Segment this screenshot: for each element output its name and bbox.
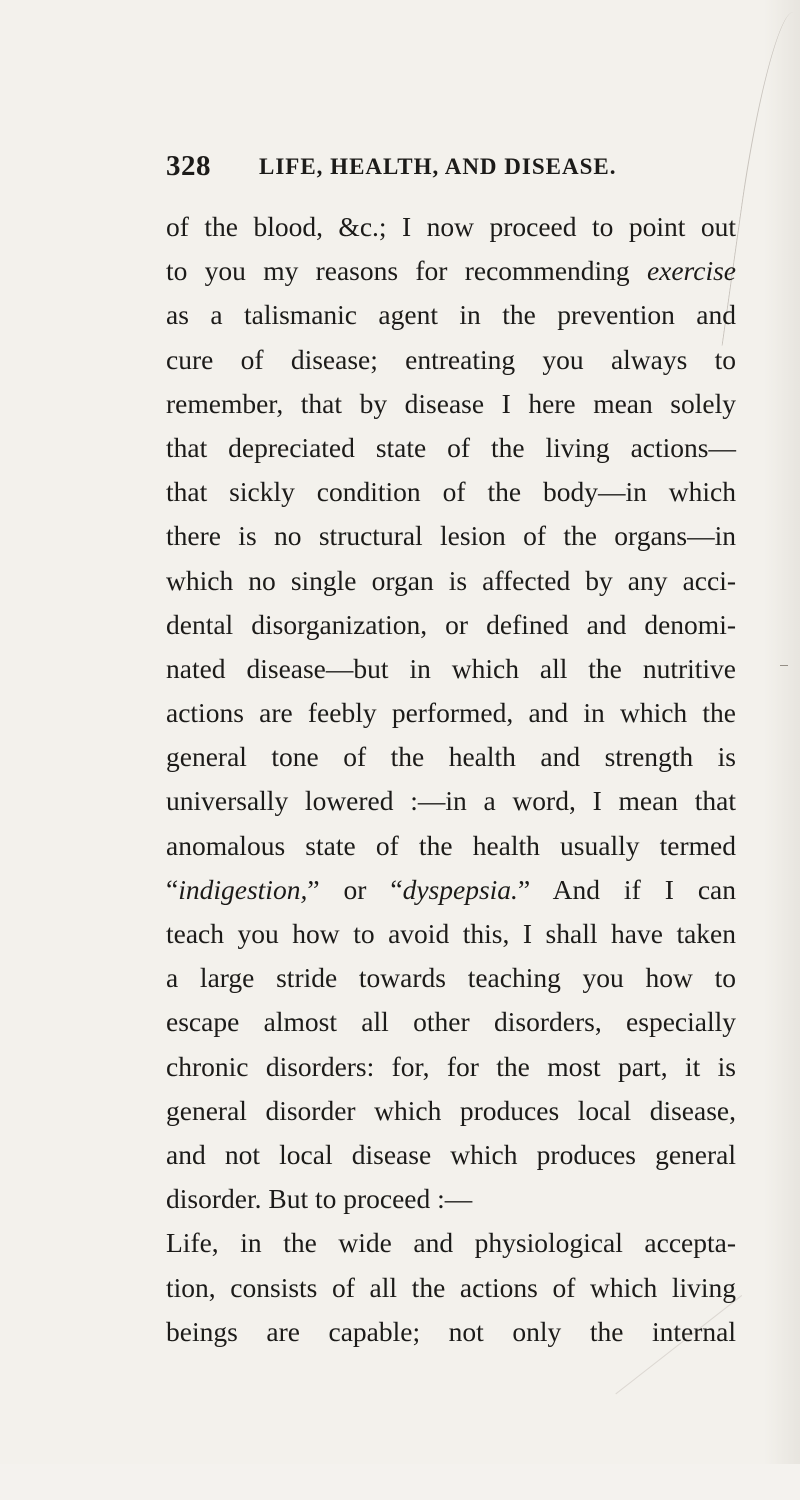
- text-segment: ” or “: [307, 873, 403, 905]
- emphasis-indigestion: indigestion,: [178, 873, 308, 905]
- text-line: general disorder which produces local disease,: [166, 1094, 736, 1126]
- text-line: actions are feebly performed, and in which the: [166, 697, 736, 729]
- text-line: a large stride towards teaching you how to: [166, 962, 736, 994]
- text-line: [166, 249, 736, 293]
- text-line: disorder. But to proceed :—: [166, 1183, 473, 1215]
- emphasis-dyspepsia: dyspepsia.: [402, 873, 518, 905]
- text-line: teach you how to avoid this, I shall have taken: [166, 918, 736, 949]
- text-line: dental disorganization, or defined and denomi-: [166, 608, 736, 640]
- margin-tick: [780, 665, 788, 666]
- text-line: Life, in the wide and physiological accepta-: [166, 1227, 736, 1259]
- text-line: universally lowered :—in a word, I mean that: [166, 785, 736, 817]
- text-segment: “: [166, 873, 179, 905]
- text-line: nated disease—but in which all the nutritive: [166, 652, 736, 684]
- emphasis-exercise: exercise: [646, 255, 736, 287]
- text-line: remember, that by disease I here mean solely: [166, 387, 736, 419]
- text-line: beings are capable; not only the internal: [166, 1315, 736, 1347]
- text-line: cure of disease; entreating you always to: [166, 343, 736, 375]
- running-head: [166, 150, 766, 190]
- page-number: 328: [166, 150, 211, 182]
- text-line: anomalous state of the health usually termed: [166, 829, 736, 861]
- running-title: LIFE, HEALTH, AND DISEASE.: [259, 154, 617, 179]
- text-line: as a talismanic agent in the prevention and: [166, 299, 736, 331]
- text-line: tion, consists of all the actions of which living: [166, 1271, 736, 1303]
- text-line: of the blood, &c.; I now proceed to point out: [166, 211, 736, 242]
- text-line: and not local disease which produces general: [166, 1138, 736, 1170]
- text-line: chronic disorders: for, for the most part, it is: [166, 1050, 736, 1082]
- text-line: escape almost all other disorders, especially: [166, 1006, 736, 1038]
- body-text: [166, 205, 736, 1354]
- text-line: [166, 868, 736, 912]
- text-line: there is no structural lesion of the organs—in: [166, 520, 736, 552]
- text-line: which no single organ is affected by any acci-: [166, 564, 736, 596]
- text-line: general tone of the health and strength is: [166, 741, 736, 773]
- text-segment: to you my reasons for recommending: [166, 255, 647, 287]
- text-segment: ” And if I can: [517, 873, 736, 905]
- text-line: that sickly condition of the body—in which: [166, 476, 736, 508]
- text-line: that depreciated state of the living actions—: [166, 431, 736, 463]
